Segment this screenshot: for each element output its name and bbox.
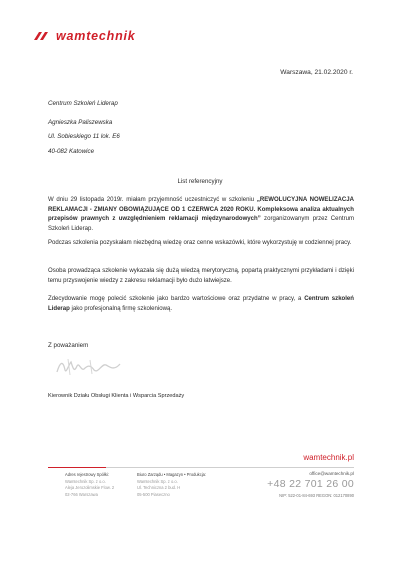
footer-registered-address [65,472,114,498]
body-paragraph-4 [48,295,354,314]
footer-col1-heading: Adres rejestrowy Spółki: [65,472,109,477]
body-paragraph-2: Podczas szkolenia pozyskałam niezbędną wiedzę oraz cenne wskazówki, które wykorzystuję w codziennej pracy. [48,240,352,246]
company-logo [32,29,136,43]
footer-email[interactable]: office@wamtechnik.pl [309,471,354,476]
recipient-street: Ul. Sobieskiego 11 lok. E6 [48,133,120,140]
footer-col1-line2: Aleja Jerozolimskie Flow. 2 [65,485,115,490]
body-paragraph-1 [48,196,354,234]
footer-brand: wamtechnik.pl [303,453,354,462]
footer-phone[interactable]: +48 22 701 26 00 [267,478,354,490]
closing-greeting: Z poważaniem [48,342,89,349]
training-title: „REWOLUCYJNA NOWELIZACJA REKLAMACJI - ZMIANY OBOWIĄZUJĄCE OD 1 CZERWCA 2020 ROKU. Kompleksowa analiza aktualnych przepisów prawnych z uwzględnieniem reklamacji międzynarodowych” [48,197,354,223]
footer-col2-line1: Wamtechnik Sp. z o.o. [137,478,178,484]
footer-contact [267,471,354,498]
footer-company-ids: NIP: 522-01-84-693 REGON: 012170890 [279,493,354,498]
p1-text-c: zorganizowanym przez Centrum Szkoleń Liderap. [48,216,354,232]
p4-company: Centrum szkoleń Liderap [48,296,354,312]
letter-subject: List referencyjny [177,178,223,185]
footer-col1-line3: 02-766 Warszawa [65,491,98,497]
signature-image [54,356,124,378]
recipient-company: Centrum Szkoleń Liderap [48,100,118,107]
recipient-city: 40-082 Katowice [48,148,95,155]
logo-text: wamtechnik [56,29,136,43]
letter-date: Warszawa, 21.02.2020 r. [280,69,353,76]
footer-divider-accent [48,467,106,468]
footer-col2-line3: 05-500 Piaseczno [137,491,170,497]
body-paragraph-3: Osoba prowadząca szkolenie wykazała się dużą wiedzą merytoryczną, popartą praktycznymi przykładami i dzięki temu przyswojenie wiedzy z zakresu reklamacji było dużo łatwiejsze. [48,268,354,284]
p4-text-a: Zdecydowanie mogę polecić szkolenie jako bardzo wartościowe oraz przydatne w pracy, a [48,296,305,302]
p4-text-c: jako profesjonalną firmę szkoleniową. [69,305,173,312]
footer-col2-heading: Biuro Zarządu • Magazyn • Produkcja: [137,472,207,477]
signer-role: Kierownik Działu Obsługi Klienta i Wsparcia Sprzedaży [48,393,185,399]
p1-text-a: W dniu 29 listopada 2019r. miałam przyjemność uczestniczyć w szkoleniu [48,197,257,203]
footer-col1-line1: Wamtechnik Sp. z o.o. [65,478,106,484]
footer-office-address [137,472,206,498]
footer-col2-line2: Ul. Techniczna 2 bud. H [137,485,181,490]
recipient-name: Agnieszka Paliszewska [48,119,113,126]
logo-mark-icon [32,30,50,42]
